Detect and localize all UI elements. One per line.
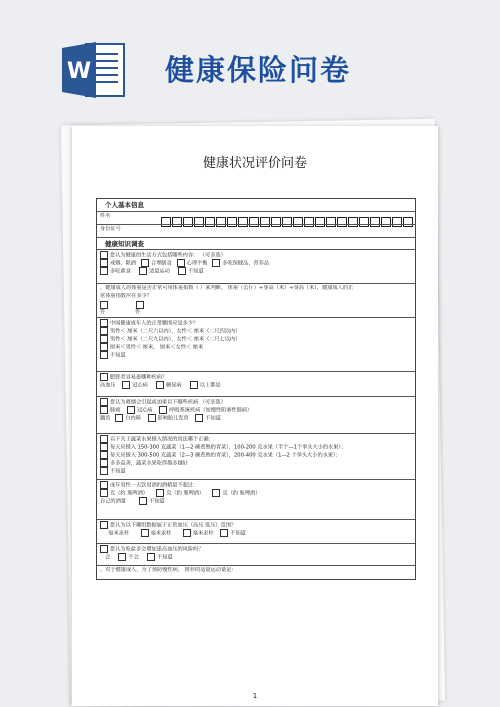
question-6 xyxy=(97,433,415,479)
questionnaire-form xyxy=(96,198,416,580)
q6-option-checkbox[interactable] xyxy=(100,467,108,475)
page-number: 1 xyxy=(252,692,258,700)
q5-option: 白内障 xyxy=(125,415,141,422)
question-4 xyxy=(97,371,415,396)
question-2 xyxy=(97,283,415,317)
q2-answer: 答 xyxy=(100,309,106,315)
question-10 xyxy=(97,565,415,579)
q5-option-checkbox[interactable] xyxy=(115,414,123,422)
q3-option: 厘米＜男性＜ 厘米， 厘米＜女性＜ 厘米 xyxy=(110,344,204,351)
question-5 xyxy=(97,396,415,433)
q6-option: 每天应摄入 300-500 克蔬菜（2—3 碗煮熟的青菜），200-400 克水果（1—2 个拳头大小的水果）； xyxy=(110,452,341,459)
q1-option: 适量运动 xyxy=(149,268,170,275)
q3-option: 不知道 xyxy=(110,352,126,359)
q4-text: 肥胖者容易患哪种疾病？ xyxy=(110,374,168,381)
q2-checkbox[interactable] xyxy=(136,301,144,309)
q6-option: 多多益善，蔬菜水果吃得越多越好 xyxy=(110,460,188,467)
q8-option: 不知道 xyxy=(230,530,246,537)
q1-option-checkbox[interactable] xyxy=(100,267,108,275)
q3-option: 男性＜ 厘米（二尺六以内），女性＜ 厘米（二尺四以内） xyxy=(110,328,241,335)
q5-option: 不知道 xyxy=(205,415,221,422)
q6-option-checkbox[interactable] xyxy=(100,459,108,467)
q7-text: 成年男性一天饮用酒的酒精量不超过： xyxy=(110,482,199,489)
q3-option-checkbox[interactable] xyxy=(100,351,108,359)
q5-text: 您认为吸烟会引起或加重以下哪些疾病 （可多选） xyxy=(110,399,226,406)
question-7 xyxy=(97,479,415,519)
q6-option: 不知道 xyxy=(110,468,126,475)
name-row xyxy=(97,211,415,224)
id-row xyxy=(97,224,415,237)
name-label: 姓名 xyxy=(100,213,111,219)
q5-option-checkbox[interactable] xyxy=(127,406,135,414)
q1-option: 多吃保健品、营养品 xyxy=(222,260,270,267)
q5-option: 影响胎儿发育 xyxy=(157,415,189,422)
q7-option-checkbox[interactable] xyxy=(100,489,108,497)
q6-option-checkbox[interactable] xyxy=(100,443,108,451)
q1-option-checkbox[interactable] xyxy=(212,259,220,267)
question-8 xyxy=(97,519,415,543)
q7-option-checkbox[interactable] xyxy=(156,489,164,497)
q9-option: 会 xyxy=(104,554,111,561)
question-9 xyxy=(97,543,415,565)
q7-option-checkbox[interactable] xyxy=(139,497,147,505)
q2-checkbox[interactable] xyxy=(100,301,108,309)
document-title: 健康状况评价问卷 xyxy=(202,156,307,171)
q1-option-checkbox[interactable] xyxy=(139,267,147,275)
q5-option: （如慢性阻塞性肺病） xyxy=(200,407,253,414)
q4-option: 糖尿病 xyxy=(166,382,182,389)
question-1 xyxy=(97,249,415,283)
q1-option: 不知道 xyxy=(188,268,204,275)
document-page xyxy=(72,126,438,706)
word-document-icon xyxy=(60,40,126,100)
q2-text-2: 常体重指数应在多少？ xyxy=(100,293,152,299)
word-letter: W xyxy=(66,59,92,84)
q7-option: 不知道 xyxy=(149,498,165,505)
q1-option: 戒烟、限酒 xyxy=(110,260,136,267)
q8-option-checkbox[interactable] xyxy=(141,529,149,537)
q6-option-checkbox[interactable] xyxy=(100,451,108,459)
q5-option-checkbox[interactable] xyxy=(159,406,167,414)
q5-option: 龋齿 xyxy=(100,415,111,422)
q9-option: 不会 xyxy=(128,554,139,561)
q9-option-checkbox[interactable] xyxy=(147,553,155,561)
q2-answer: 答 xyxy=(134,309,141,315)
q9-option: 不知道 xyxy=(157,554,173,561)
q3-option: 男性＜ 厘米（二尺九以内），女性＜ 厘米（二尺七以内） xyxy=(110,336,241,343)
q7-option: 克（约 瓶啤酒） xyxy=(222,490,261,497)
q1-option-checkbox[interactable] xyxy=(178,267,186,275)
id-label: 身份证号 xyxy=(100,226,121,232)
q8-option: 毫米汞柱 xyxy=(108,530,130,537)
q8-checkbox[interactable] xyxy=(100,521,108,529)
q1-option-checkbox[interactable] xyxy=(177,259,185,267)
q4-option: 高血压 xyxy=(100,382,116,389)
section-knowledge: 健康知识调查 xyxy=(97,237,415,249)
q7-checkbox[interactable] xyxy=(100,481,108,489)
q3-checkbox[interactable] xyxy=(100,319,108,327)
q7-option: 克（约 瓶啤酒） xyxy=(110,490,148,497)
q3-option-checkbox[interactable] xyxy=(100,343,108,351)
q6-checkbox[interactable] xyxy=(100,435,108,443)
q8-option-checkbox[interactable] xyxy=(183,529,191,537)
section-basic-info: 个人基本信息 xyxy=(105,201,144,209)
q2-text: 、健康成人的体重是否正常可用体重指数（ ）来判断。 体重（公斤）÷身高（米）÷身高（米），健康成人的正 xyxy=(100,285,354,291)
q5-option: 肺癌 xyxy=(110,407,121,414)
q1-option: 多吃素食 xyxy=(110,268,131,275)
q4-option: 冠心病 xyxy=(132,382,148,389)
q5-option: 冠心病 xyxy=(137,407,153,414)
q1-option-checkbox[interactable] xyxy=(141,259,149,267)
q4-option-checkbox[interactable] xyxy=(122,381,130,389)
q7-option: 克（约 瓶啤酒） xyxy=(166,490,205,497)
q4-checkbox[interactable] xyxy=(100,373,108,381)
q8-text: 您认为以下哪组数据属于正常血压（高压 低压）范围？ xyxy=(110,522,237,529)
q9-text: 您认为吃盐多会增加患高血压的风险吗？ xyxy=(110,546,204,553)
q8-option: 毫米汞柱 xyxy=(150,530,172,537)
banner xyxy=(0,0,500,118)
q3-option-checkbox[interactable] xyxy=(100,327,108,335)
q7-option-checkbox[interactable] xyxy=(212,489,220,497)
q1-checkbox[interactable] xyxy=(100,251,108,259)
q1-text: 您认为健康的生活方式包括哪些内容： （可多选） xyxy=(110,252,226,259)
q8-option-checkbox[interactable] xyxy=(220,529,228,537)
q1-option-checkbox[interactable] xyxy=(100,259,108,267)
q10-text: 、对于健康成人，为了预防慢性病， 推荐的适量运动量是： xyxy=(100,567,237,573)
q4-option-checkbox[interactable] xyxy=(190,381,198,389)
q3-option-checkbox[interactable] xyxy=(100,335,108,343)
banner-title: 健康保险问卷 xyxy=(165,53,352,87)
q1-option: 合理膳食 xyxy=(150,260,172,267)
q5-option-checkbox[interactable] xyxy=(100,406,108,414)
q6-text: 以下关于蔬菜水果摄入情况的说法哪个正确： xyxy=(110,436,214,443)
q4-option: 以上都是 xyxy=(199,382,221,389)
q5-option-checkbox[interactable] xyxy=(195,414,203,422)
q6-option: 每天应摄入 150-300 克蔬菜（1—2 碗煮熟的青菜），100-200 克水果（半个—1个拳头大小的水果）； xyxy=(110,444,347,451)
q1-option: 心理平衡 xyxy=(186,260,208,267)
q9-checkbox[interactable] xyxy=(100,545,108,553)
q7-option: 自己的酒量 xyxy=(100,498,126,505)
q5-option-checkbox[interactable] xyxy=(148,414,156,422)
q8-option: 毫米汞柱 xyxy=(192,530,214,537)
q5-checkbox[interactable] xyxy=(100,398,108,406)
q9-option-checkbox[interactable] xyxy=(118,553,126,561)
question-3 xyxy=(97,317,415,371)
q3-text: 中国健康成年人的正常腰围应是多少？ xyxy=(110,320,199,327)
q5-option: 呼吸系统疾病 xyxy=(169,407,201,414)
q4-option-checkbox[interactable] xyxy=(156,381,164,389)
